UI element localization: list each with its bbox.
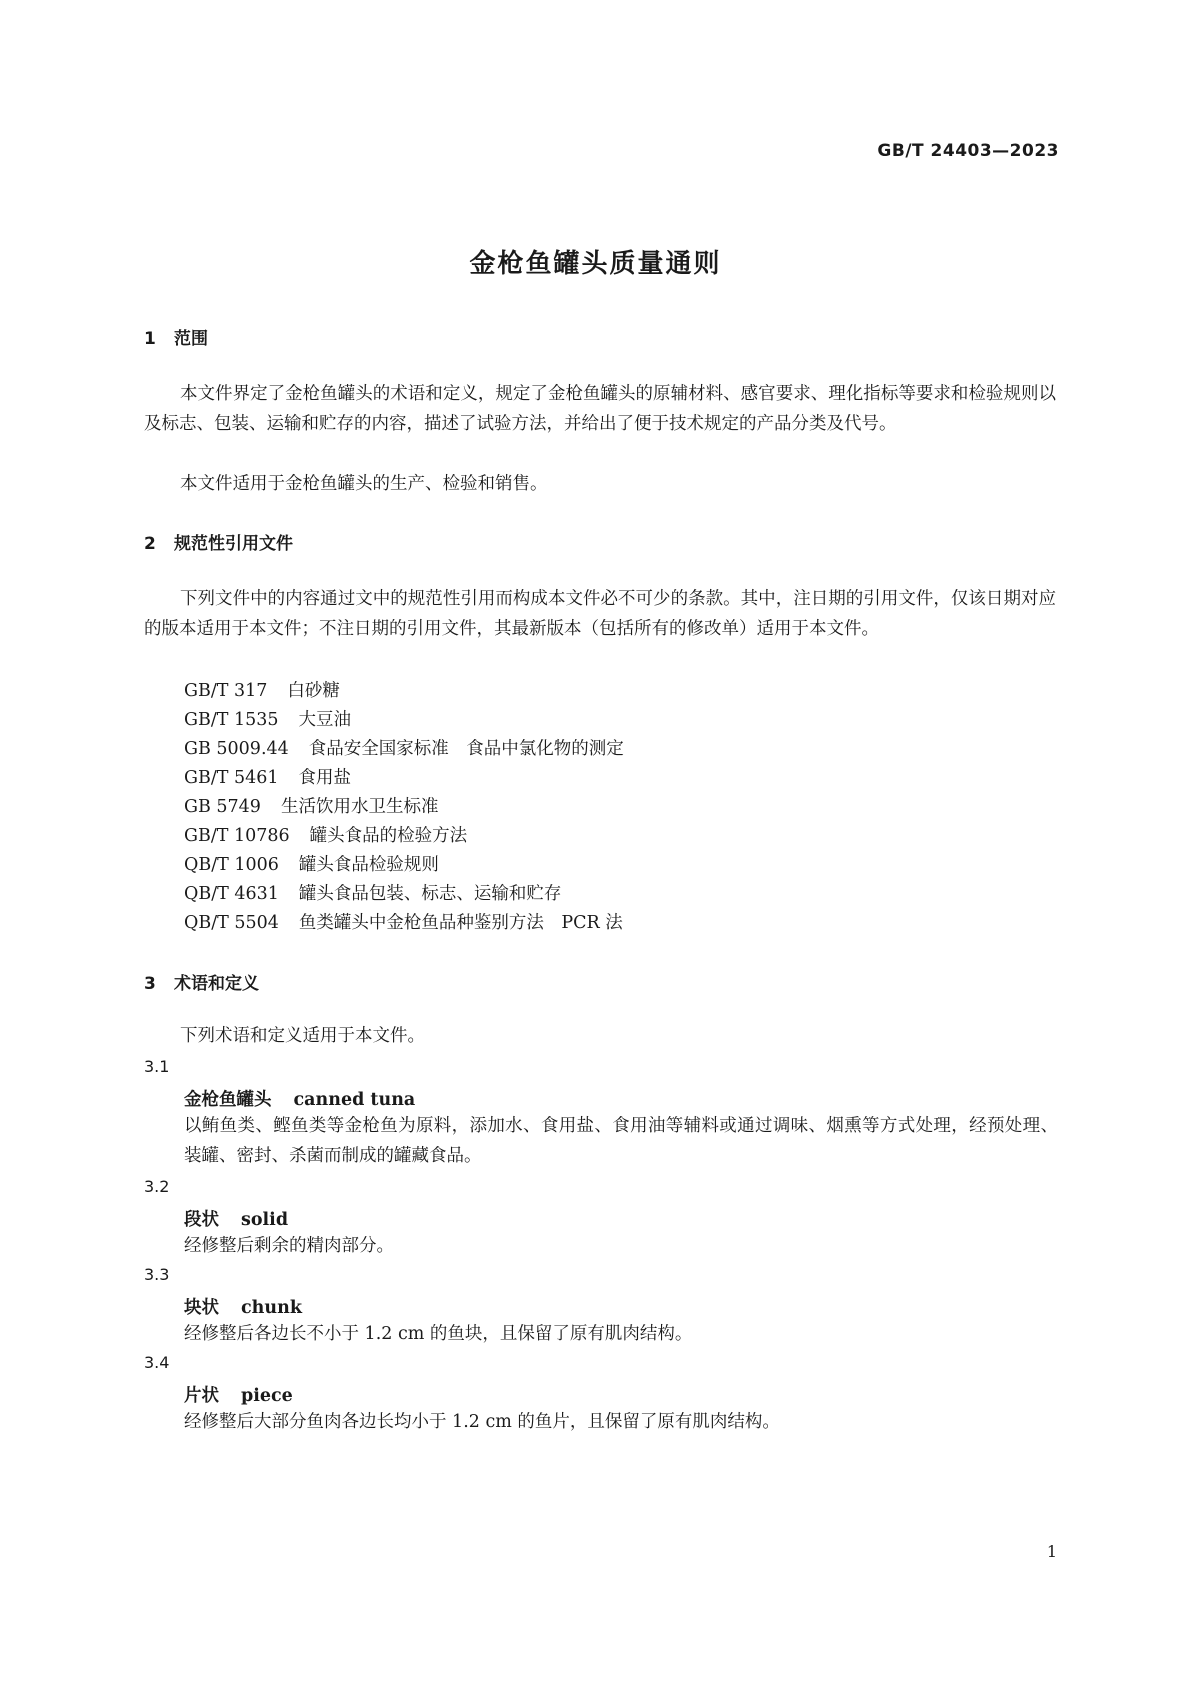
term-en: canned tuna (293, 1090, 416, 1110)
reference-title: 罐头食品检验规则 (298, 855, 439, 875)
definition-text: 经修整后剩余的精肉部分。 (184, 1236, 394, 1256)
reference-code: GB/T 1535 (184, 710, 279, 730)
section-title: 规范性引用文件 (174, 534, 293, 554)
term-zh: 金枪鱼罐头 (184, 1090, 272, 1110)
paragraph (144, 379, 1056, 439)
reference-item (184, 880, 561, 905)
paragraph-text: 本文件适用于金枪鱼罐头的生产、检验和销售。 (180, 474, 548, 494)
reference-code: GB/T 317 (184, 681, 268, 701)
reference-title: 白砂糖 (287, 681, 340, 701)
paragraph-text: 下列文件中的内容通过文中的规范性引用而构成本文件必不可少的条款。其中，注日期的引用文件，仅该日期对应的版本适用于本文件；不注日期的引用文件，其最新版本（包括所有的修改单）适用于本文件。 (144, 589, 1056, 639)
term-entry (184, 1382, 293, 1407)
term-definition (184, 1407, 1058, 1437)
term-definition (184, 1319, 1058, 1349)
reference-title: 大豆油 (298, 710, 352, 730)
reference-code: QB/T 5504 (184, 913, 279, 933)
section-heading-normative-references (144, 529, 293, 554)
reference-title: 食用盐 (298, 768, 352, 788)
reference-item (184, 909, 623, 934)
section-title: 范围 (174, 329, 208, 349)
clause-number: 3.4 (144, 1353, 170, 1372)
term-entry (184, 1086, 415, 1111)
section-title: 术语和定义 (174, 974, 259, 994)
term-en: piece (241, 1386, 293, 1406)
clause-number: 3.2 (144, 1177, 170, 1196)
paragraph-text: 本文件界定了金枪鱼罐头的术语和定义，规定了金枪鱼罐头的原辅材料、感官要求、理化指标等要求和检验规则以及标志、包装、运输和贮存的内容，描述了试验方法，并给出了便于技术规定的产品分类及代号。 (144, 384, 1056, 434)
clause-number: 3.1 (144, 1057, 170, 1076)
paragraph-text: 下列术语和定义适用于本文件。 (180, 1026, 425, 1046)
term-en: chunk (241, 1298, 302, 1318)
term-zh: 段状 (184, 1210, 219, 1230)
section-heading-terms-definitions (144, 969, 259, 994)
reference-code: GB 5749 (184, 797, 261, 817)
definition-text: 以鲔鱼类、鲣鱼类等金枪鱼为原料，添加水、食用盐、食用油等辅料或通过调味、烟熏等方式处理，经预处理、装罐、密封、杀菌而制成的罐藏食品。 (184, 1116, 1058, 1166)
reference-title: 鱼类罐头中金枪鱼品种鉴别方法 PCR 法 (298, 913, 623, 933)
term-definition (184, 1111, 1058, 1171)
reference-item (184, 764, 351, 789)
reference-title: 食品安全国家标准 食品中氯化物的测定 (308, 739, 624, 759)
clause-number: 3.3 (144, 1265, 170, 1284)
paragraph (144, 584, 1056, 644)
term-zh: 片状 (184, 1386, 219, 1406)
section-number: 1 (144, 329, 156, 349)
definition-text: 经修整后大部分鱼肉各边长均小于 1.2 cm 的鱼片，且保留了原有肌肉结构。 (184, 1412, 780, 1432)
page-number: 1 (1046, 1542, 1057, 1561)
term-entry (184, 1206, 288, 1231)
term-definition (184, 1231, 1058, 1261)
reference-item (184, 677, 340, 702)
term-en: solid (241, 1210, 289, 1230)
reference-item (184, 851, 439, 876)
reference-item (184, 793, 438, 818)
reference-code: QB/T 1006 (184, 855, 279, 875)
reference-item (184, 706, 351, 731)
section-number: 3 (144, 974, 156, 994)
paragraph (144, 1021, 1056, 1051)
reference-item (184, 735, 624, 760)
section-number: 2 (144, 534, 156, 554)
document-title: 金枪鱼罐头质量通则 (469, 249, 722, 279)
reference-code: GB 5009.44 (184, 739, 289, 759)
reference-code: GB/T 5461 (184, 768, 279, 788)
reference-item (184, 822, 467, 847)
definition-text: 经修整后各边长不小于 1.2 cm 的鱼块，且保留了原有肌肉结构。 (184, 1324, 693, 1344)
term-entry (184, 1294, 302, 1319)
standard-code: GB/T 24403—2023 (877, 141, 1059, 161)
paragraph (144, 469, 1056, 499)
term-zh: 块状 (184, 1298, 219, 1318)
reference-title: 罐头食品的检验方法 (309, 826, 468, 846)
reference-code: GB/T 10786 (184, 826, 290, 846)
section-heading-scope (144, 324, 208, 349)
reference-code: QB/T 4631 (184, 884, 279, 904)
reference-title: 生活饮用水卫生标准 (280, 797, 439, 817)
reference-title: 罐头食品包装、标志、运输和贮存 (298, 884, 562, 904)
